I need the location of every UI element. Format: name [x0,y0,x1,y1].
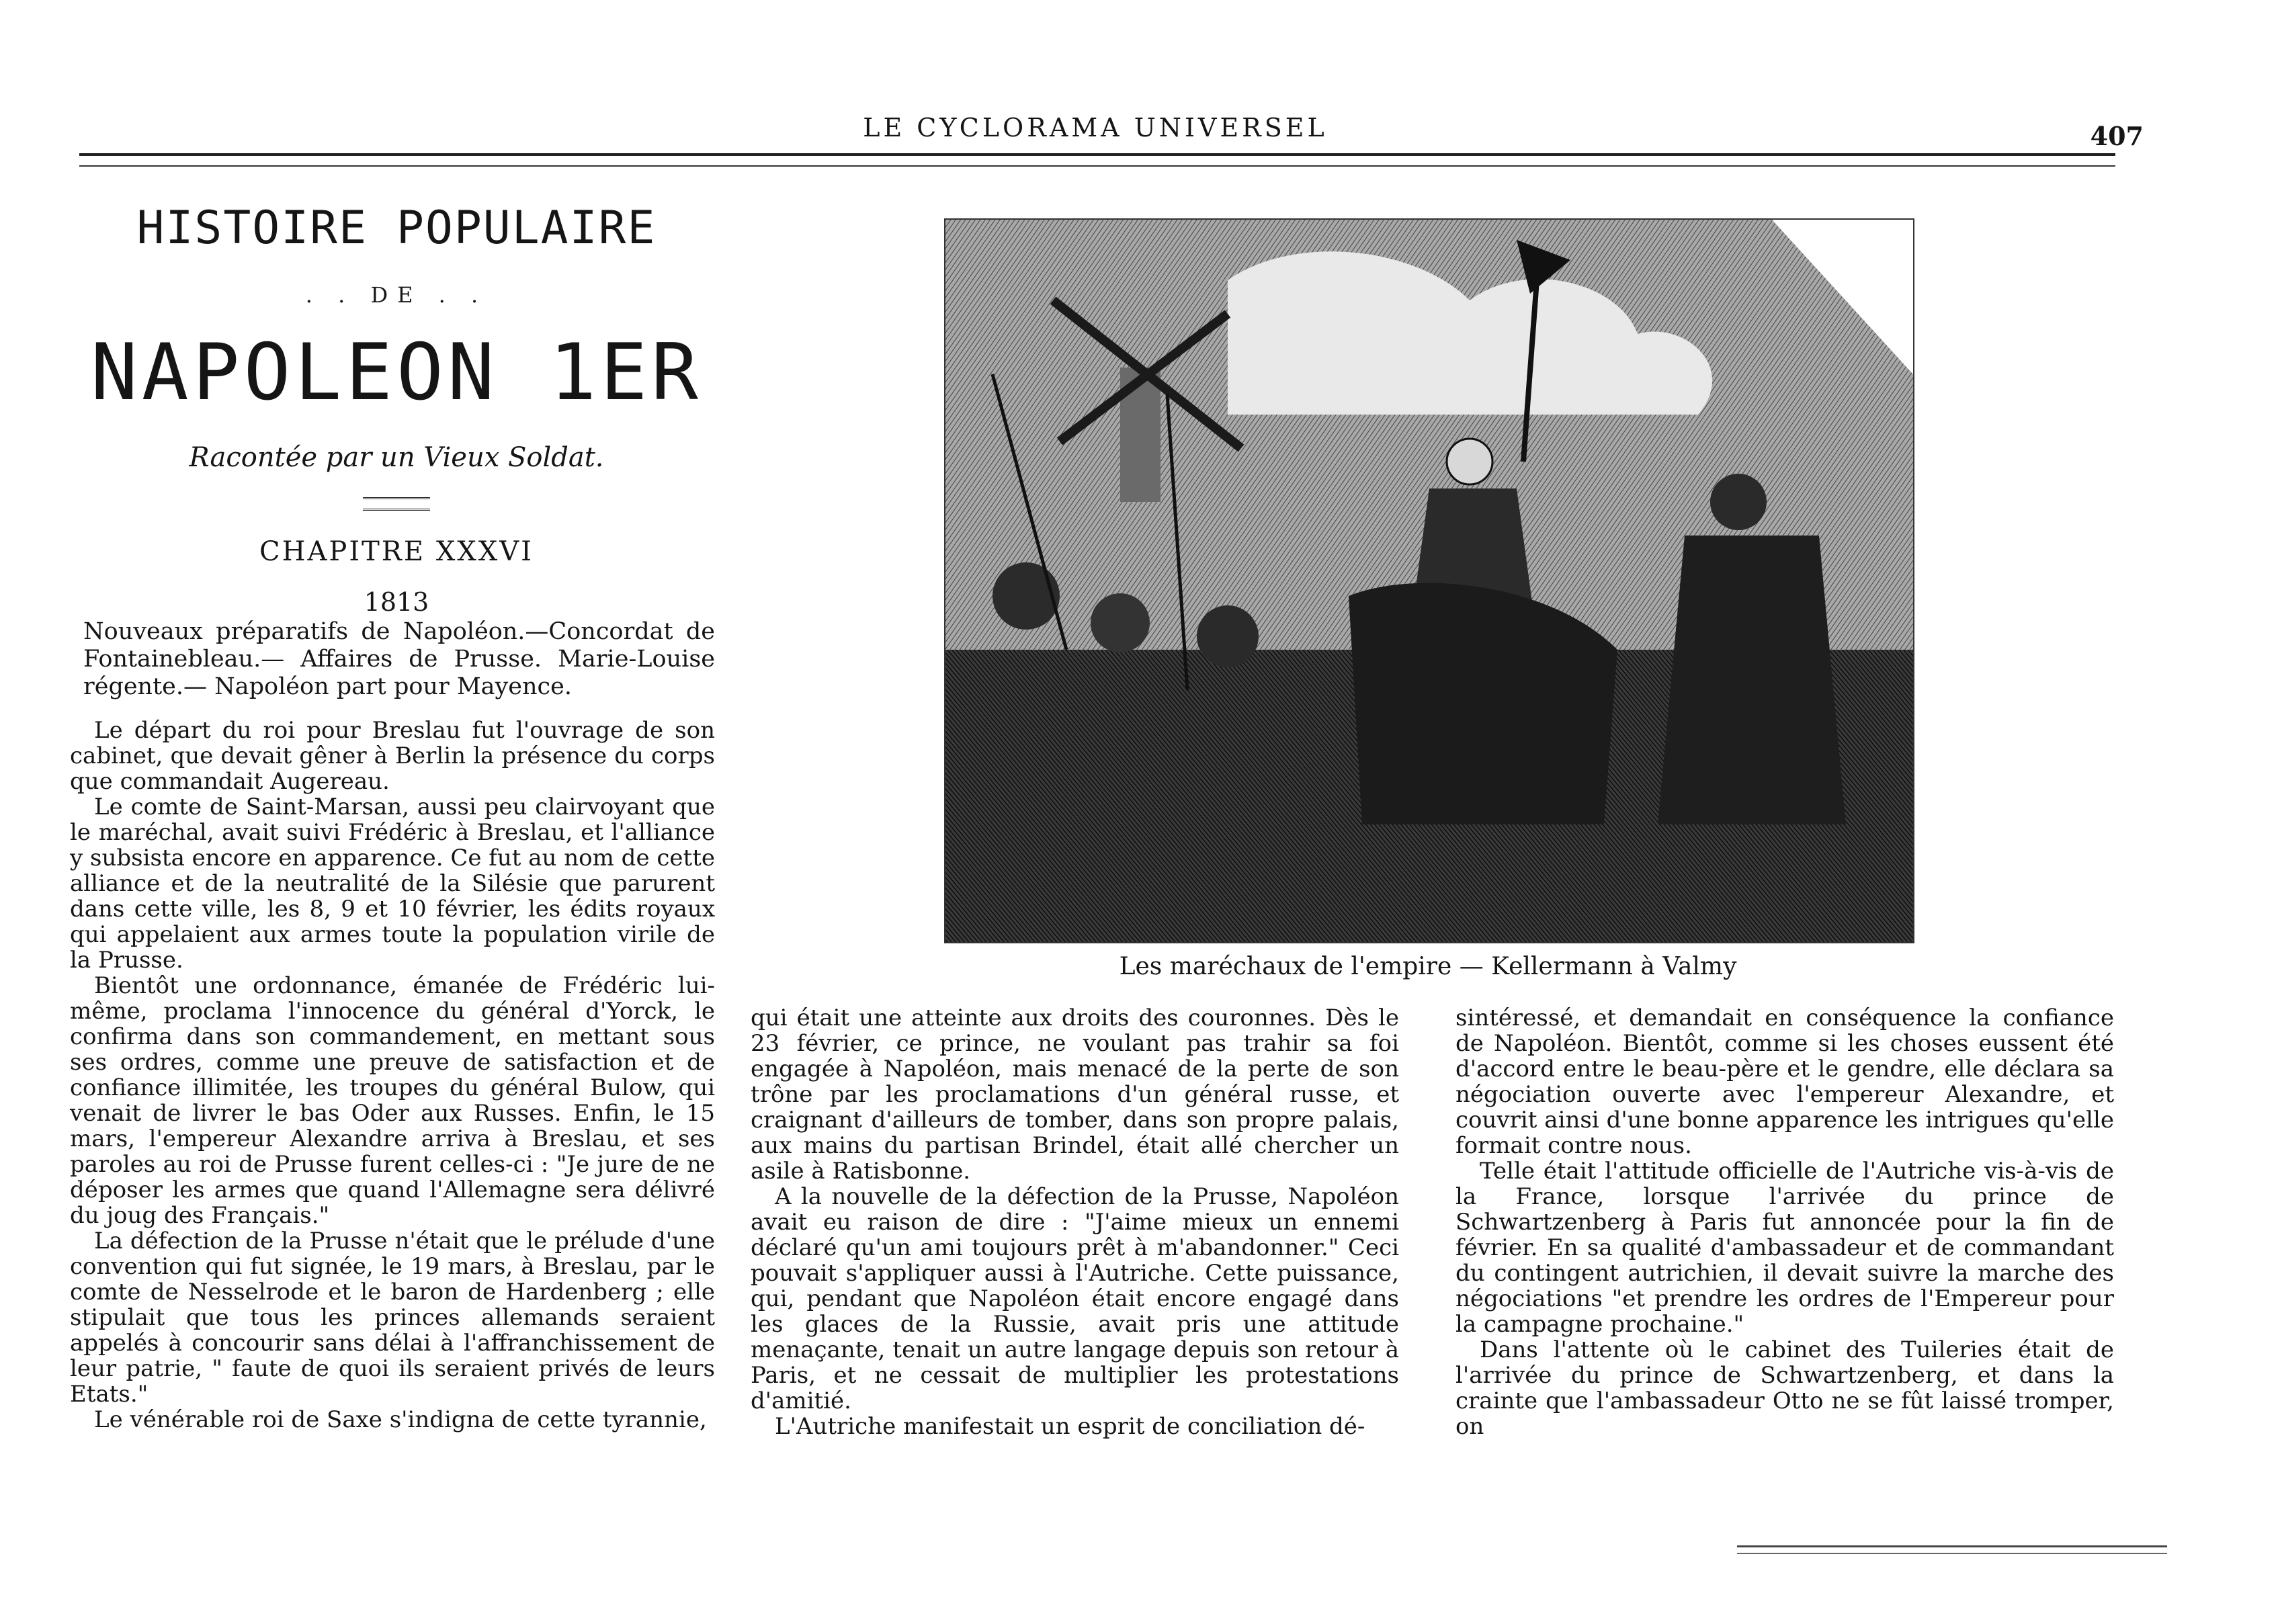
paragraph: Bientôt une ordonnance, émanée de Frédéric lui-même, proclama l'innocence du général d'Yorck, le confirma dans son commandement, en mettant sous ses ordres, comme une preuve de satisfaction et de confiance illimitée, les troupes du général Bulow, qui venait de livrer le bas Oder aux Russes. Enfin, le 15 mars, l'empereur Alexandre arriva à Breslau, et ses paroles au roi de Prusse furent celles-ci : "Je jure de ne déposer les armes que quand l'Allemagne sera délivré du joug des Français." [70,972,715,1229]
article-column-1 [70,718,715,1433]
title-histoire-populaire: HISTOIRE POPULAIRE [136,202,657,255]
page-number: 407 [2090,121,2144,151]
paragraph: Dans l'attente où le cabinet des Tuileries était de l'arrivée du prince de Schwartzenberg, et dans la crainte que l'ambassadeur Otto ne se fût laissé tromper, on [1455,1336,2114,1440]
paragraph: Le départ du roi pour Breslau fut l'ouvrage de son cabinet, que devait gêner à Berlin la présence du corps que commandait Augereau. [70,717,715,795]
bottom-rule [1737,1545,2167,1554]
chapter-year: 1813 [364,587,429,617]
paragraph: Le vénérable roi de Saxe s'indigna de cette tyrannie, [94,1406,707,1433]
article-column-3 [1455,1005,2114,1439]
paragraph: sintéressé, et demandait en conséquence la confiance de Napoléon. Bientôt, comme si les choses eussent été d'accord entre le beau-père et le gendre, elle déclara sa négociation ouverte avec l'empereur Alexandre, et couvrit ainsi d'une bonne apparence les intrigues qu'elle formait contre nous. [1455,1005,2114,1159]
title-de: . . DE . . [305,282,488,308]
paragraph: qui était une atteinte aux droits des couronnes. Dès le 23 février, ce prince, ne voulant pas trahir sa foi engagée à Napoléon, mais menacé de la perte de son trône par les proclamations d'un général russe, et craignant d'ailleurs de tomber, dans son propre palais, aux mains du partisan Brindel, était allé chercher un asile à Ratisbonne. [751,1005,1399,1185]
chapter-heading: CHAPITRE XXXVI [259,536,534,567]
paragraph: La défection de la Prusse n'était que le prélude d'une convention qui fut signée, le 19 mars, à Breslau, par le comte de Nesselrode et le baron de Hardenberg ; elle stipulait que tous les princes allemands seraient appelés à concourir sans délai à l'affranchissement de leur patrie, " faute de quoi ils seraient privés de leurs Etats." [70,1228,715,1408]
illustration-caption: Les maréchaux de l'empire — Kellermann à Valmy [1119,953,1737,980]
subtitle: Racontée par un Vieux Soldat. [189,442,604,473]
article-column-2 [751,1005,1399,1439]
engraving-scene [945,220,1913,942]
title-napoleon: NAPOLEON 1ER [90,327,703,418]
engraving-illustration [944,218,1914,943]
top-rule [79,153,2115,167]
running-head: LE CYCLORAMA UNIVERSEL [863,113,1328,142]
chapter-summary: Nouveaux préparatifs de Napoléon.—Concordat de Fontainebleau.— Affaires de Prusse. Marie-Louise régente.— Napoléon part pour Mayence. [83,618,715,700]
paragraph: L'Autriche manifestait un esprit de conciliation dé- [775,1413,1365,1440]
title-block [74,195,719,622]
title-ornament [363,497,430,511]
paragraph: Le comte de Saint-Marsan, aussi peu clairvoyant que le maréchal, avait suivi Frédéric à Breslau, et l'alliance y subsista encore en apparence. Ce fut au nom de cette alliance et de la neutralité de la Silésie que parurent dans cette ville, les 8, 9 et 10 février, les édits royaux qui appelaient aux armes toute la population virile de la Prusse. [70,794,715,974]
paragraph: A la nouvelle de la défection de la Prusse, Napoléon avait eu raison de dire : "J'aime mieux un ennemi déclaré qu'un ami toujours prêt à m'abandonner." Ceci pouvait s'appliquer aussi à l'Autriche. Cette puissance, qui, pendant que Napoléon était encore engagé dans les glaces de la Russie, avait pris une attitude menaçante, tenait un autre langage depuis son retour à Paris, et ne cessait de multiplier les protestations d'amitié. [751,1183,1399,1414]
paragraph: Telle était l'attitude officielle de l'Autriche vis-à-vis de la France, lorsque l'arrivée du prince de Schwartzenberg à Paris fut annoncée pour la fin de février. En sa qualité d'ambassadeur et de commandant du contingent autrichien, il devait suivre la marche des négociations "et prendre les ordres de l'Empereur pour la campagne prochaine." [1455,1158,2114,1338]
